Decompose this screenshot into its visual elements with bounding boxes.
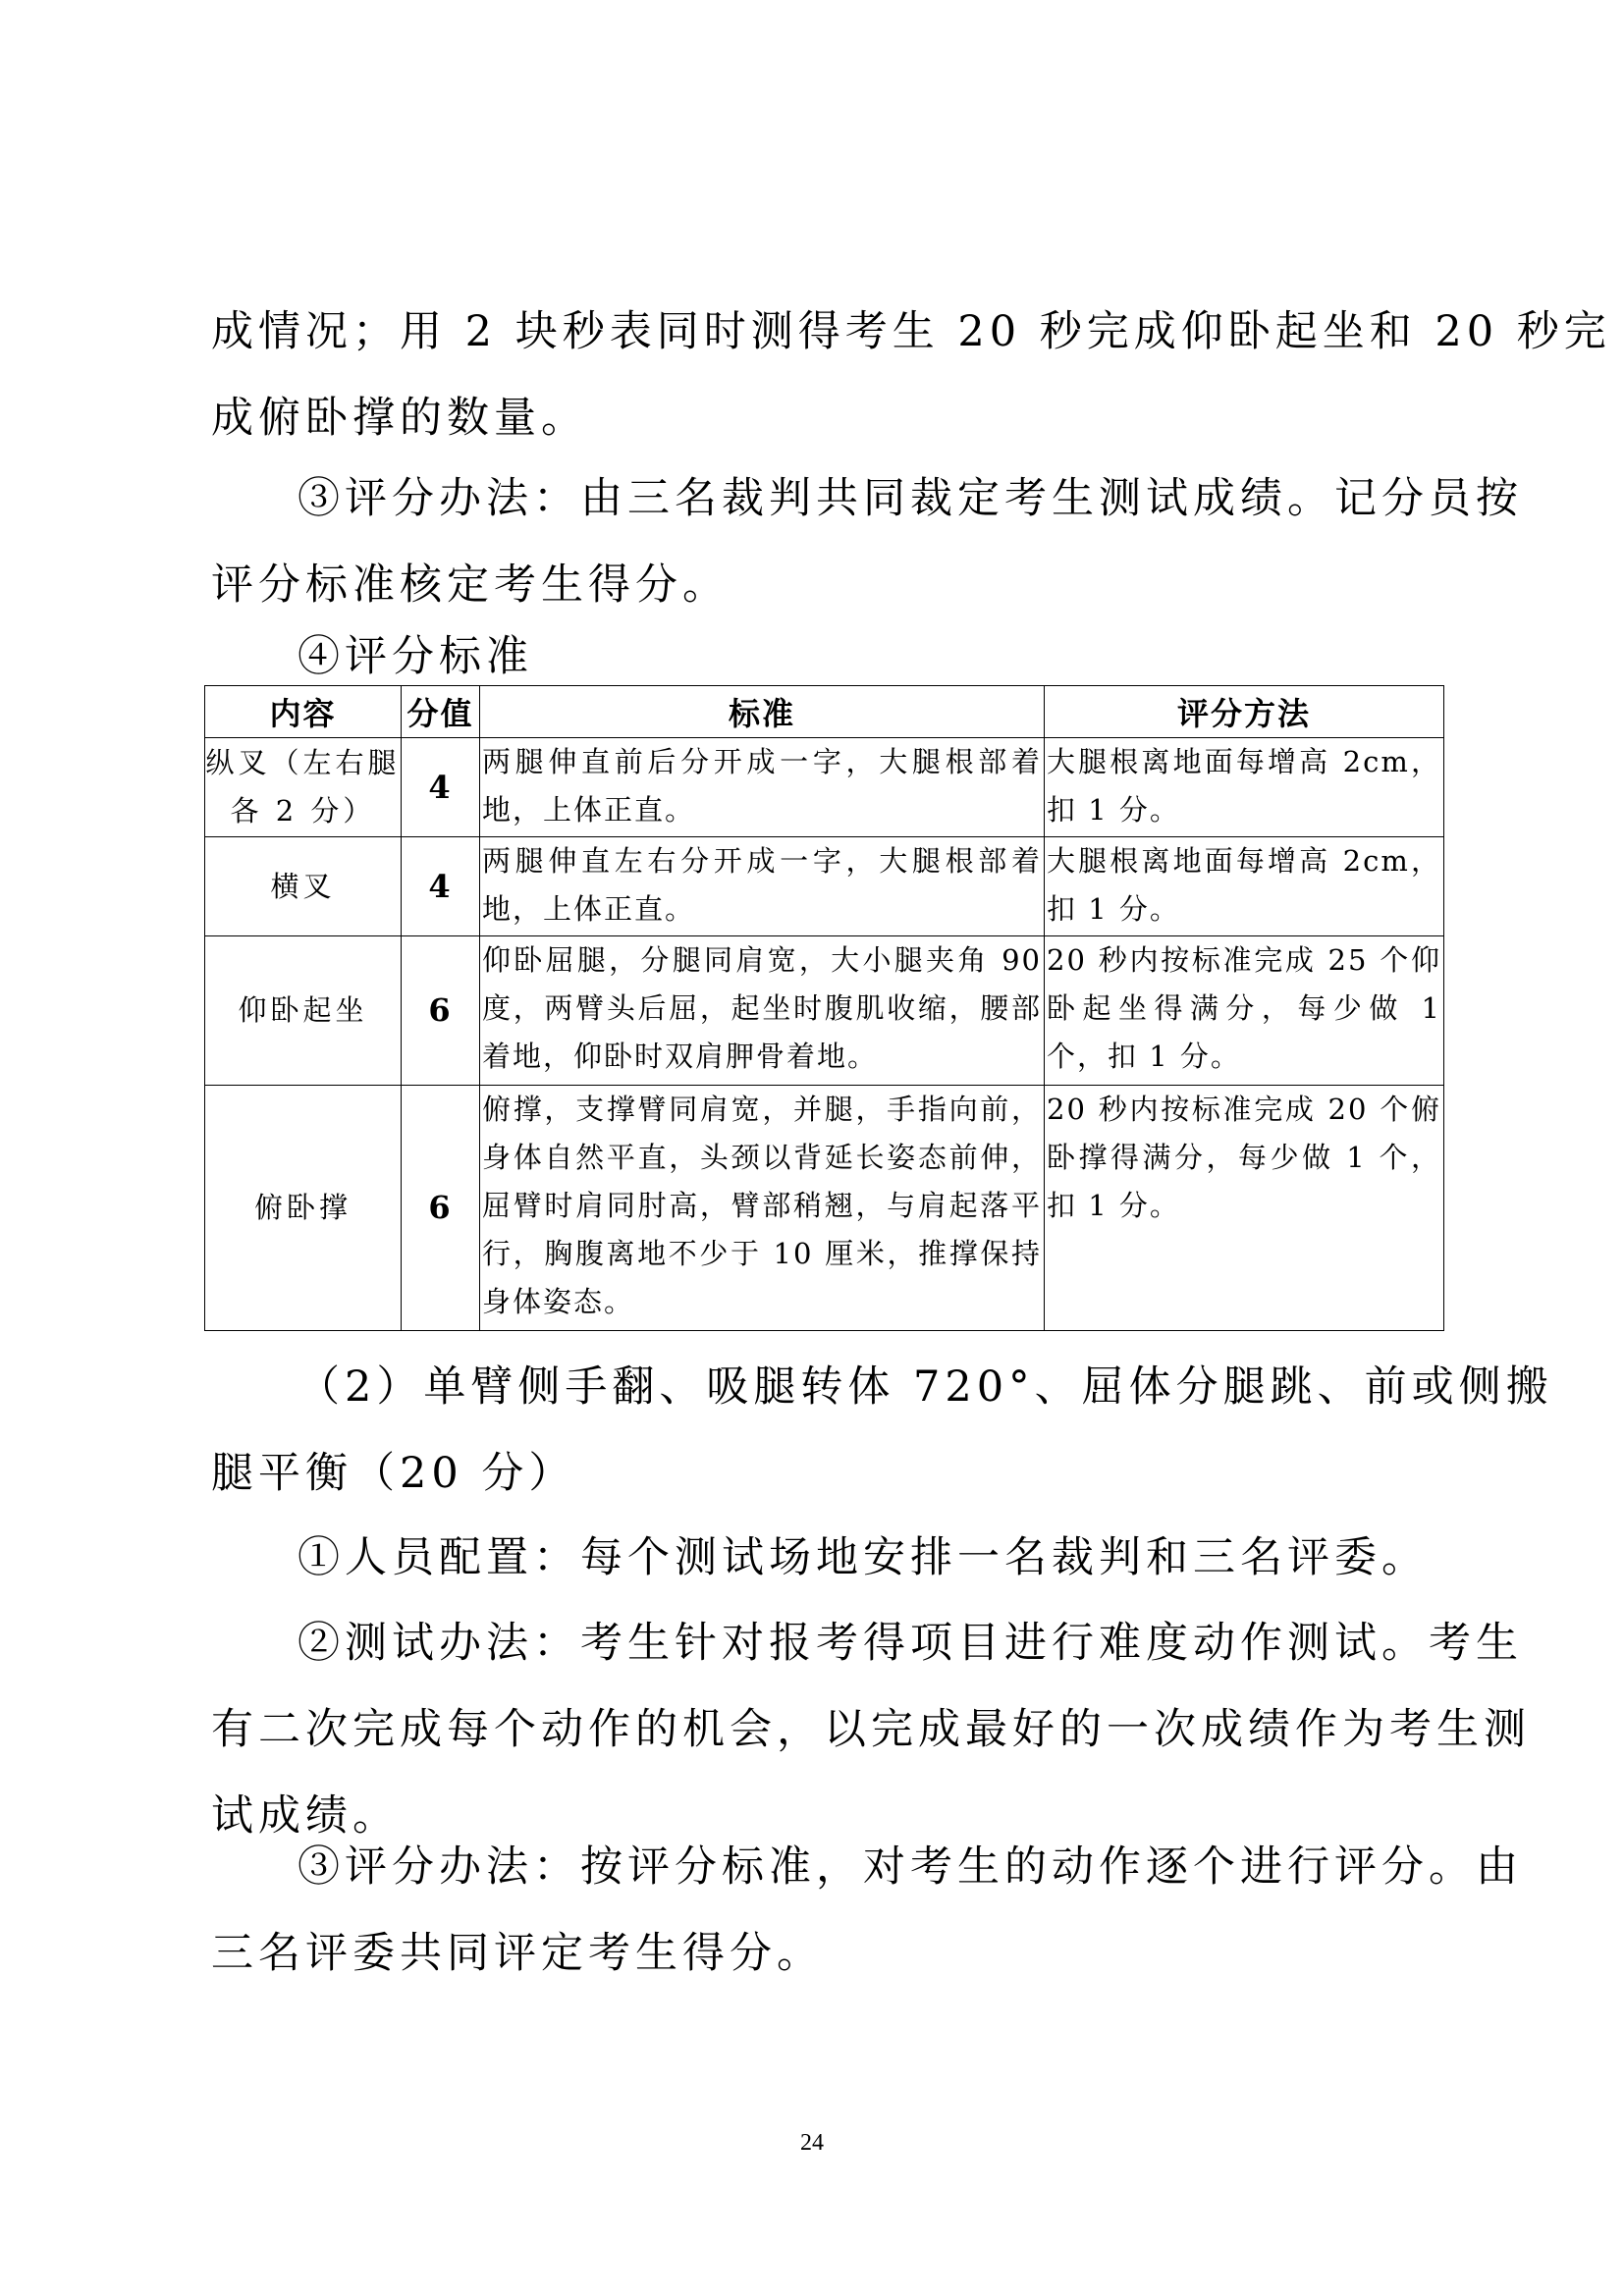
row-method: 大腿根离地面每增高 2cm，扣 1 分。 xyxy=(1045,837,1444,936)
table-header-row xyxy=(205,686,1444,738)
row-item: 仰卧起坐 xyxy=(205,936,402,1086)
text-line: 成情况；用 2 块秒表同时测得考生 20 秒完成仰卧起坐和 20 秒完 xyxy=(211,307,1611,356)
row-score: 4 xyxy=(402,738,480,837)
header-scoring-method: 评分方法 xyxy=(1045,686,1444,738)
scoring-standard-heading: ④评分标准 xyxy=(298,632,533,681)
row-standard: 两腿伸直左右分开成一字，大腿根部着地，上体正直。 xyxy=(480,837,1045,936)
row-item: 俯卧撑 xyxy=(205,1086,402,1331)
row-standard: 俯撑，支撑臂同肩宽，并腿，手指向前，身体自然平直，头颈以背延长姿态前伸，屈臂时肩同肘高，臂部稍翘，与肩起落平行，胸腹离地不少于 10 厘米，推撑保持身体姿态。 xyxy=(480,1086,1045,1331)
paragraph-scoring-method-2 xyxy=(211,1824,1523,1997)
text-line: 腿平衡（20 分） xyxy=(211,1449,576,1498)
row-method: 20 秒内按标准完成 25 个仰卧起坐得满分，每少做 1 个，扣 1 分。 xyxy=(1045,936,1444,1086)
scoring-standard-table xyxy=(204,685,1444,1331)
paragraph-test-method xyxy=(211,1600,1531,1859)
row-score: 4 xyxy=(402,837,480,936)
header-standard: 标准 xyxy=(480,686,1045,738)
row-standard: 两腿伸直前后分开成一字，大腿根部着地，上体正直。 xyxy=(480,738,1045,837)
text-line: ①人员配置：每个测试场地安排一名裁判和三名评委。 xyxy=(298,1533,1429,1582)
paragraph-test-method-end xyxy=(211,289,1611,461)
text-line: ②测试办法：考生针对报考得项目进行难度动作测试。考生 xyxy=(298,1619,1523,1668)
row-item: 纵叉（左右腿各 2 分） xyxy=(205,738,402,837)
text-line: 成俯卧撑的数量。 xyxy=(211,394,588,443)
header-content: 内容 xyxy=(205,686,402,738)
text-line: ③评分办法：按评分标准，对考生的动作逐个进行评分。由 xyxy=(298,1842,1523,1892)
text-line: 试成绩。 xyxy=(211,1791,400,1841)
row-method: 大腿根离地面每增高 2cm，扣 1 分。 xyxy=(1045,738,1444,837)
text-line: 有二次完成每个动作的机会，以完成最好的一次成绩作为考生测 xyxy=(211,1705,1531,1754)
table-row xyxy=(205,738,1444,837)
row-score: 6 xyxy=(402,1086,480,1331)
paragraph-staffing xyxy=(211,1515,1434,1601)
row-score: 6 xyxy=(402,936,480,1086)
text-line: ③评分办法：由三名裁判共同裁定考生测试成绩。记分员按 xyxy=(298,474,1523,523)
text-line: 评分标准核定考生得分。 xyxy=(211,561,730,610)
text-line: 三名评委共同评定考生得分。 xyxy=(211,1929,824,1978)
row-method: 20 秒内按标准完成 20 个俯卧撑得满分，每少做 1 个，扣 1 分。 xyxy=(1045,1086,1444,1331)
text-line: （2）单臂侧手翻、吸腿转体 720°、屈体分腿跳、前或侧搬 xyxy=(298,1362,1553,1412)
table-row xyxy=(205,1086,1444,1331)
table-row xyxy=(205,837,1444,936)
paragraph-section-2-title xyxy=(211,1344,1553,1517)
row-item: 横叉 xyxy=(205,837,402,936)
row-standard: 仰卧屈腿，分腿同肩宽，大小腿夹角 90 度，两臂头后屈，起坐时腹肌收缩，腰部着地，仰卧时双肩胛骨着地。 xyxy=(480,936,1045,1086)
paragraph-scoring-method xyxy=(211,455,1523,628)
page-number: 24 xyxy=(800,2130,824,2156)
header-score: 分值 xyxy=(402,686,480,738)
table-row xyxy=(205,936,1444,1086)
